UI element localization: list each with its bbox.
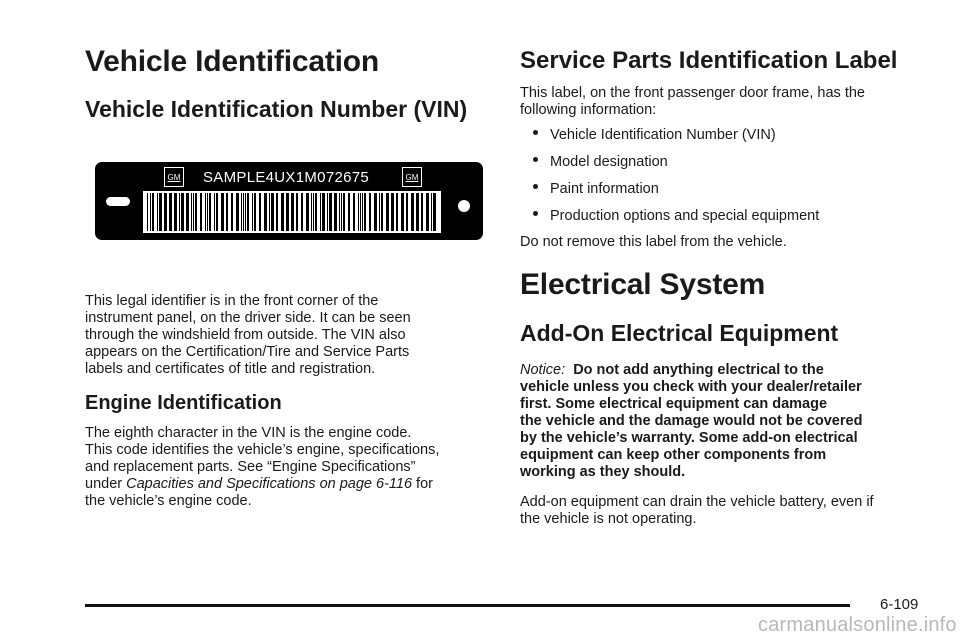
mounting-slot	[106, 197, 130, 206]
vin-plate-number: SAMPLE4UX1M072675	[203, 169, 370, 186]
cross-reference-link[interactable]: Capacities and Specifications on page 6-116	[126, 476, 413, 492]
list-item: Vehicle Identification Number (VIN)	[520, 127, 819, 154]
footer-rule	[85, 604, 850, 607]
notice-paragraph: Notice: Do not add anything electrical to the vehicle unless you check with your dealer/retailer first. Some electrical equipment can damage the vehicle and the damage would not be covered by the vehicle’s warranty. Some add-on electrical equipment can keep other components from working as they should.	[520, 362, 863, 480]
list-item: Production options and special equipment	[520, 208, 819, 235]
heading-engine-identification: Engine Identification	[85, 392, 282, 414]
section-title-electrical-system: Electrical System	[520, 268, 766, 301]
gm-logo-left: GM	[164, 167, 184, 187]
vin-plate-illustration	[95, 162, 483, 240]
label-note: Do not remove this label from the vehicle.	[520, 234, 787, 250]
gm-logo-right: GM	[402, 167, 422, 187]
vin-barcode	[143, 191, 441, 233]
heading-service-parts-label: Service Parts Identification Label	[520, 47, 898, 74]
engine-paragraph: The eighth character in the VIN is the engine code. This code identifies the vehicle’s engine, specifications, and replacement parts. See “Engine Specifications” under Capacities and Specifications on page 6-116 for the vehicle’s engine code.	[85, 425, 440, 509]
addon-paragraph: Add-on equipment can drain the vehicle battery, even if the vehicle is not operating.	[520, 494, 874, 527]
vin-paragraph: This legal identifier is in the front corner of the instrument panel, on the driver side. It can be seen through the windshield from outside. The VIN also appears on the Certification/Tire and Service Parts labels and certificates of title and registration.	[85, 293, 411, 377]
heading-add-on-equipment: Add-On Electrical Equipment	[520, 320, 839, 346]
mounting-hole	[458, 200, 470, 212]
list-item: Paint information	[520, 181, 819, 208]
section-title-vehicle-identification: Vehicle Identification	[85, 45, 380, 78]
label-info-list	[520, 127, 819, 235]
label-intro: This label, on the front passenger door frame, has the following information:	[520, 85, 865, 118]
list-item: Model designation	[520, 154, 819, 181]
heading-vin: Vehicle Identification Number (VIN)	[85, 96, 468, 122]
page-number: 6-109	[880, 596, 919, 613]
notice-tag: Notice:	[520, 362, 566, 378]
watermark: carmanualsonline.info	[758, 614, 957, 636]
